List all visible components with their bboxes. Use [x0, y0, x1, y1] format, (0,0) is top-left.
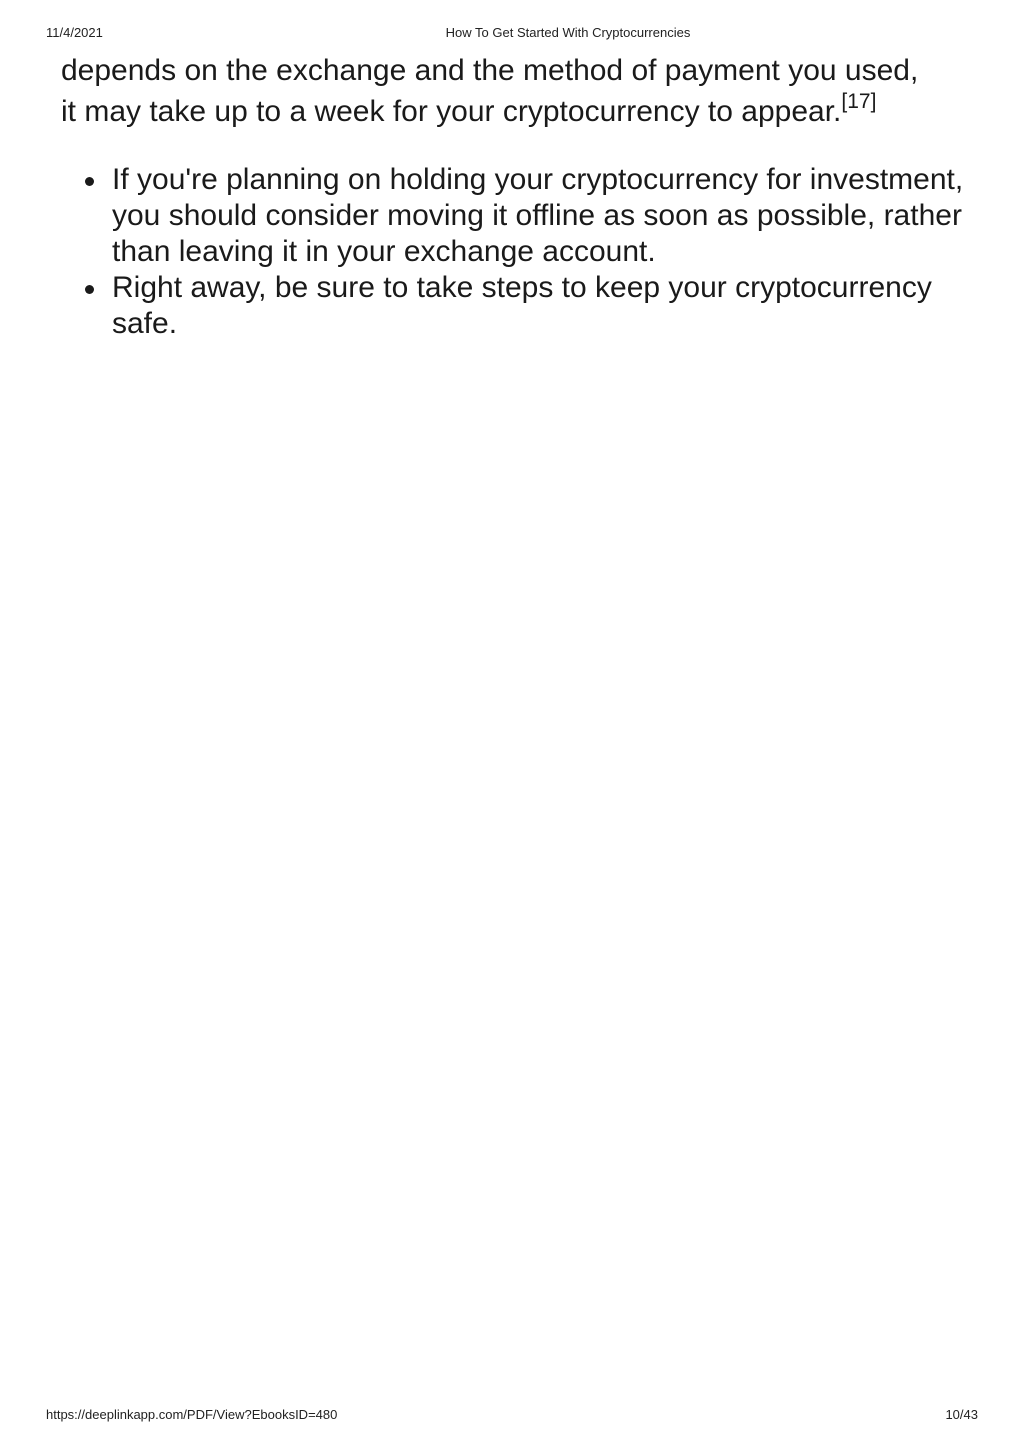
- list-item: [61, 270, 981, 342]
- footer-url: https://deeplinkapp.com/PDF/View?EbooksID=480: [46, 1407, 338, 1422]
- bullet-list: [61, 162, 981, 342]
- list-item: [61, 162, 981, 270]
- citation-link[interactable]: [17]: [841, 89, 877, 113]
- bullet-icon: [85, 177, 94, 186]
- bullet-icon: [85, 285, 94, 294]
- footer-page-number: 10/43: [945, 1407, 978, 1422]
- header-title: How To Get Started With Cryptocurrencies: [445, 25, 691, 40]
- header-date: 11/4/2021: [46, 25, 103, 40]
- paragraph-line-1: depends on the exchange and the method of payment you used,: [61, 54, 919, 87]
- paragraph-line-2: it may take up to a week for your cryptocurrency to appear.: [61, 95, 842, 128]
- body-paragraph: [61, 50, 981, 132]
- list-item-text: Right away, be sure to take steps to keep your cryptocurrency safe.: [112, 271, 932, 340]
- list-item-text: If you're planning on holding your cryptocurrency for investment, you should consider moving it offline as soon as possible, rather than leaving it in your exchange account.: [112, 163, 964, 268]
- page-content: [61, 50, 981, 342]
